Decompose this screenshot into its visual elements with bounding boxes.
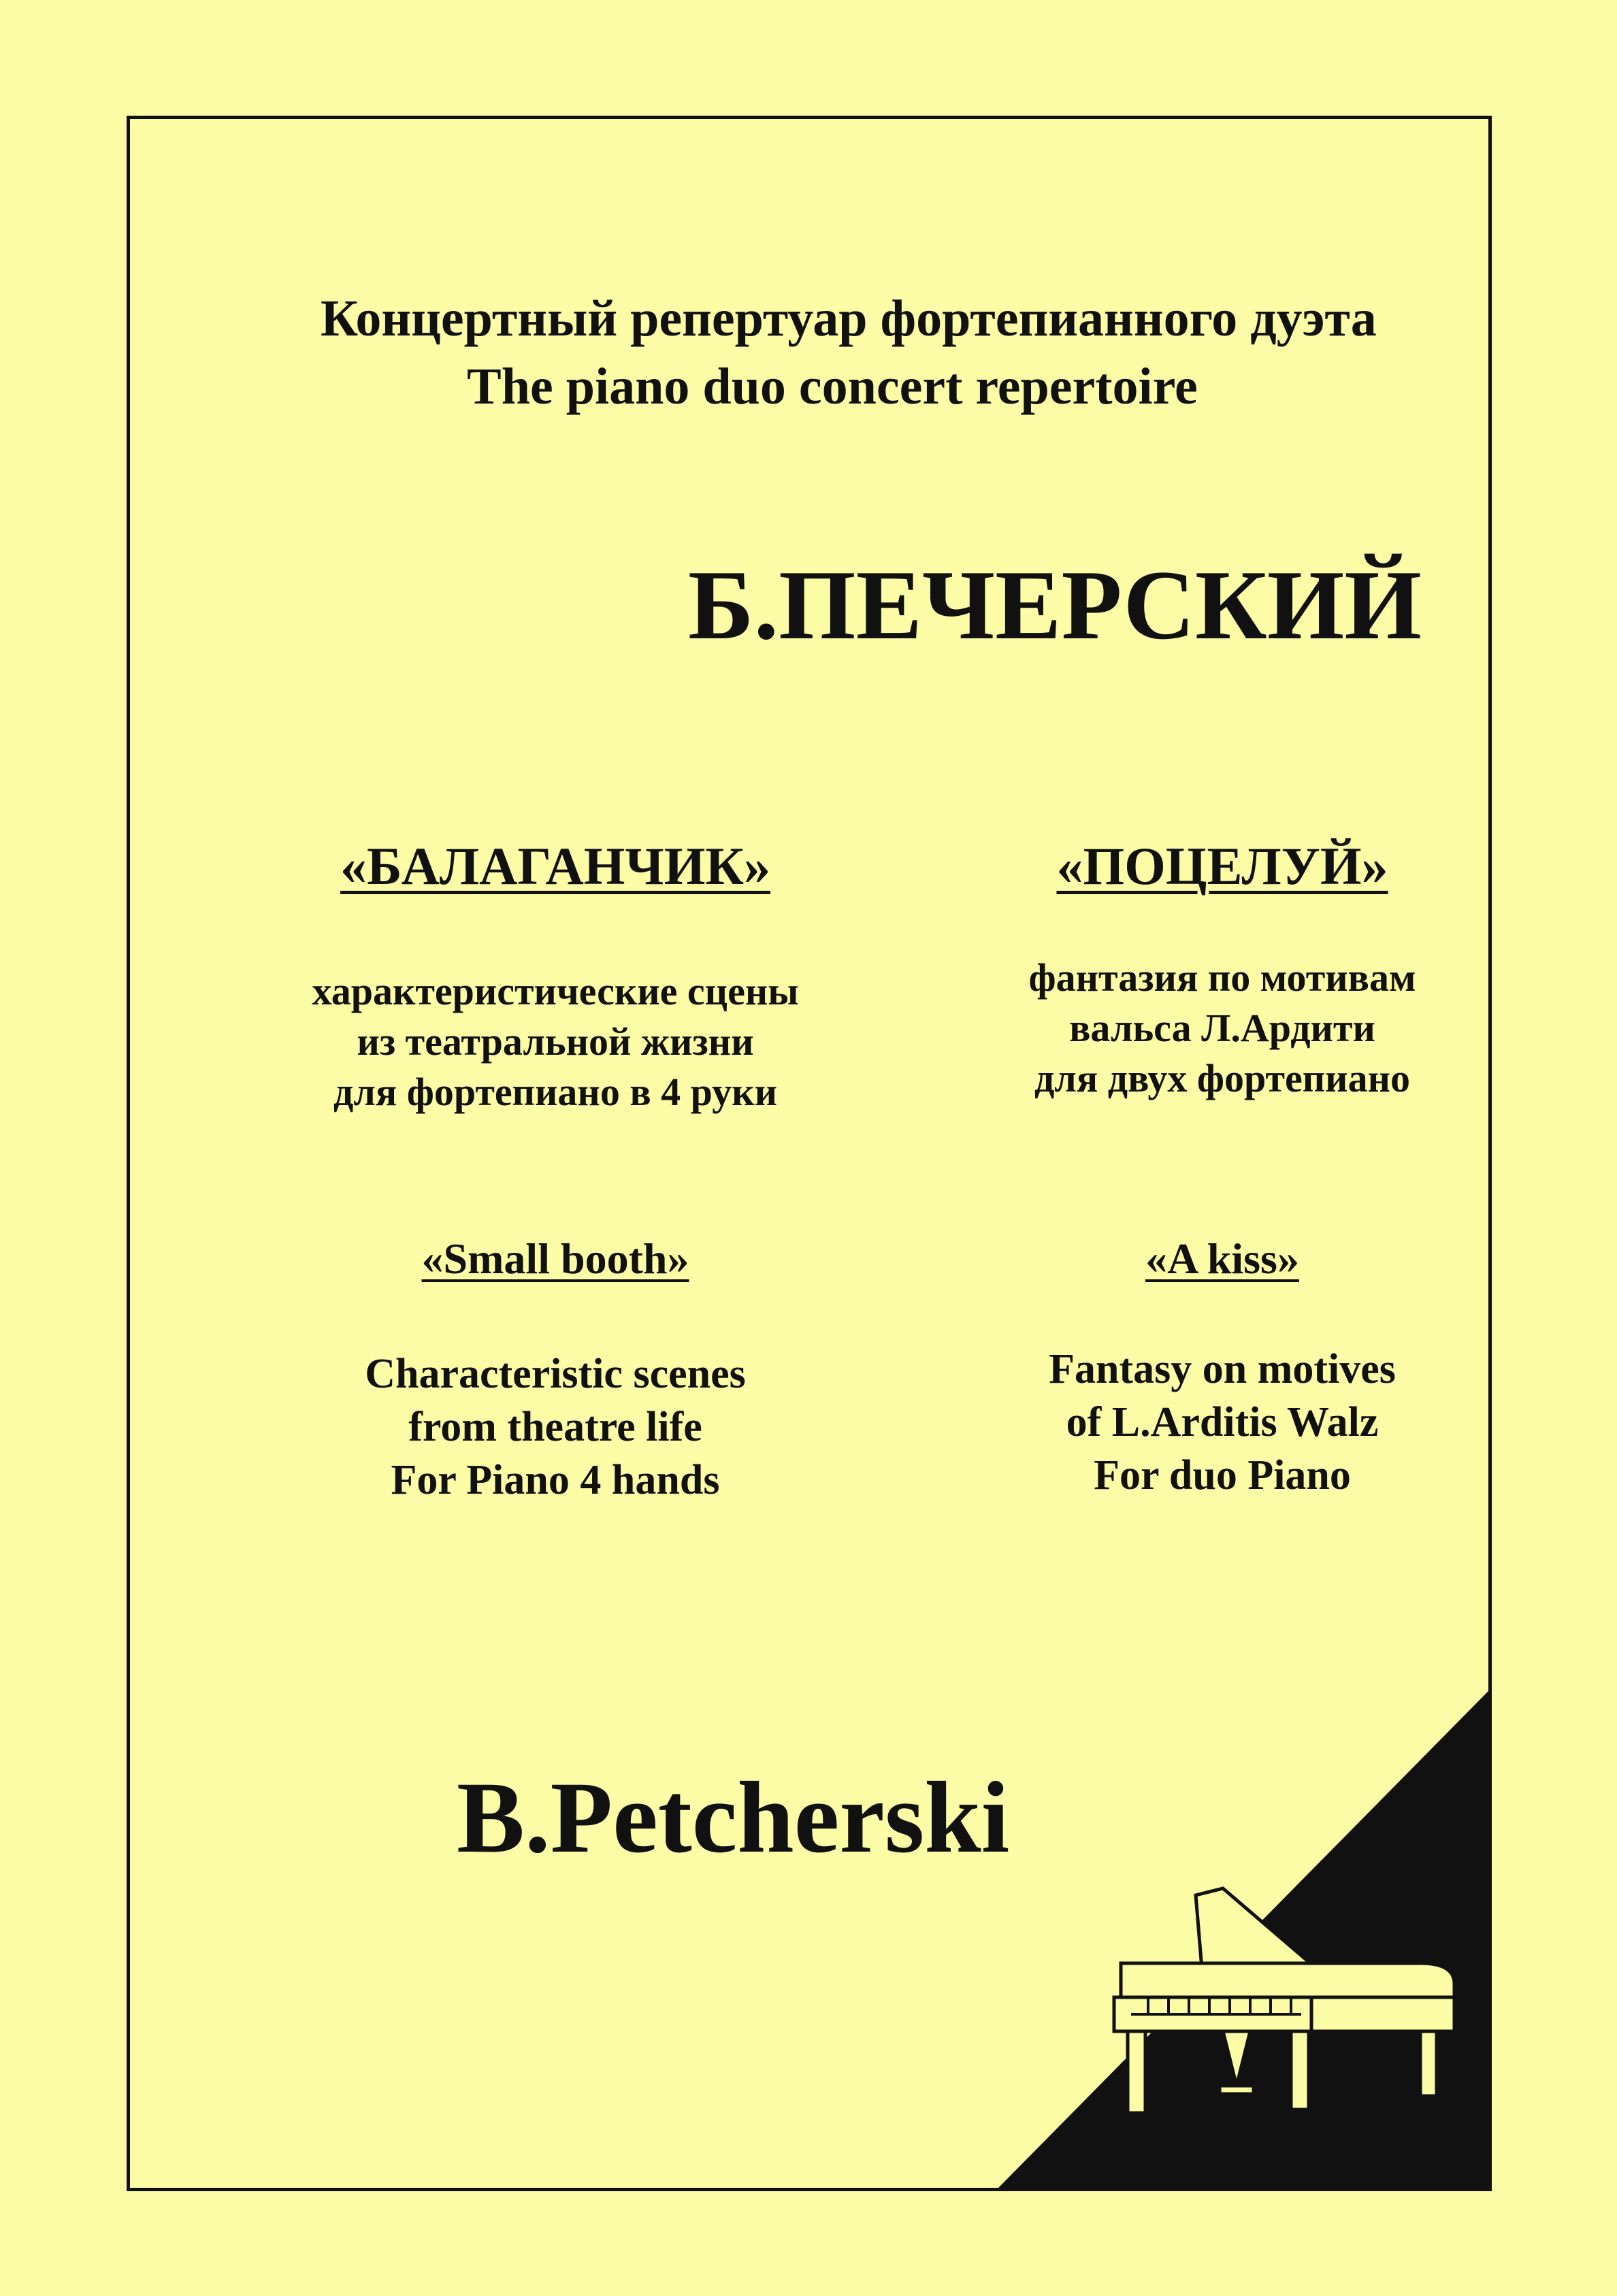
work-1-description-en [215,1347,896,1507]
series-title-en: The piano duo concert repertoire [467,358,1198,415]
work-2-description-ru [882,953,1492,1104]
work-1-desc-ru-line: характеристические сцены [312,969,799,1013]
work-1-desc-ru-line: для фортепиано в 4 руки [333,1070,778,1115]
composer-name-en: B.Petcherski [457,1761,1010,1874]
work-2-desc-ru-line: вальса Л.Ардити [1069,1006,1375,1051]
work-1-desc-en-line: For Piano 4 hands [391,1457,720,1504]
grand-piano-icon [998,1691,1488,2188]
work-2-desc-en-line: For duo Piano [1094,1452,1351,1499]
corner-triangle [998,1691,1488,2188]
work-2-desc-ru-line: фантазия по мотивам [1028,955,1416,1000]
work-1-desc-ru-line: из театральной жизни [357,1019,754,1064]
cover-frame [127,116,1492,2191]
composer-name-ru: Б.ПЕЧЕРСКИЙ [688,550,1422,660]
work-2-desc-en-line: Fantasy on motives [1049,1346,1396,1392]
work-1-desc-en-line: Characteristic scenes [365,1351,746,1397]
work-2-title-en: «A kiss» [1145,1234,1299,1283]
work-2-desc-en-line: of L.Arditis Walz [1066,1399,1379,1446]
work-1-title-en: «Small booth» [421,1234,689,1283]
series-title-ru: Концертный репертуар фортепианного дуэта [321,290,1377,347]
work-2-title-ru: «ПОЦЕЛУЙ» [1056,836,1388,896]
work-1-title-ru: «БАЛАГАНЧИК» [340,836,770,896]
work-2-desc-ru-line: для двух фортепиано [1034,1056,1411,1101]
work-1-description-ru [215,966,896,1118]
work-2-description-en [882,1343,1492,1502]
work-1-desc-en-line: from theatre life [408,1404,702,1451]
